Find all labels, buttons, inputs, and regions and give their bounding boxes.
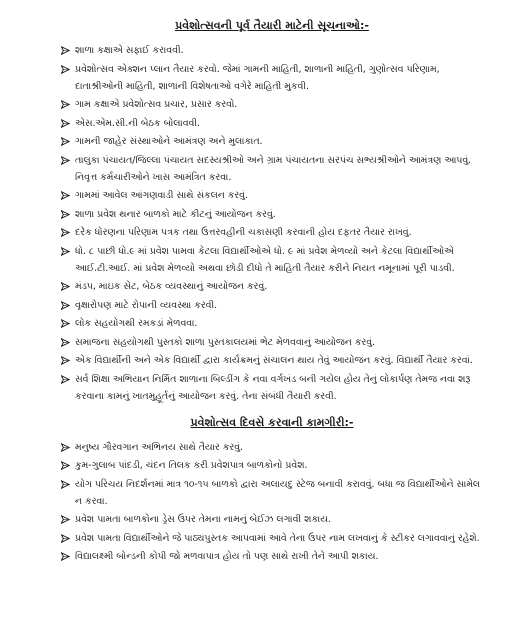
arrow-check-bullet-icon: [61, 552, 70, 561]
list-item-text: ગામ કક્ષાએ પ્રવેશોત્સવ પ્રચાર, પ્રસાર કરવો.: [75, 99, 238, 110]
arrow-check-bullet-icon: [61, 515, 70, 524]
list-item-text: એસ.એમ.સી.ની બેઠક બોલાવવી.: [75, 117, 201, 129]
arrow-check-bullet-icon: [61, 301, 70, 310]
list-item-text: પ્રવેશ પામતા બાળકોના ડ્રેસ ઉપર તેમના નામનું બેઈઝ લગાવી શકાય.: [75, 514, 331, 525]
list-item: [62, 476, 482, 510]
list-item-text: શાળા પ્રવેશ થનાર બાળકો માટે કીટનું આયોજન કરવું.: [75, 208, 276, 220]
list-item-text: ગામની જાહેર સંસ્થાઓને આમંત્રણ અને મુલાકાત.: [75, 136, 263, 147]
list-item: [62, 457, 482, 474]
arrow-check-bullet-icon: [61, 137, 70, 146]
arrow-check-bullet-icon: [61, 534, 70, 543]
arrow-check-bullet-icon: [61, 319, 70, 328]
list-item: [62, 61, 482, 95]
list-item: [62, 96, 482, 113]
section1-list: [62, 42, 482, 405]
list-item: [62, 548, 482, 565]
arrow-check-bullet-icon: [61, 46, 70, 55]
list-item: [62, 315, 482, 332]
list-item: [62, 152, 482, 186]
list-item: [62, 243, 482, 277]
list-item: [62, 224, 482, 241]
list-item: [62, 352, 482, 369]
list-item: [62, 439, 482, 456]
list-item-text: કુમ-ગુલાબ પાંદડી, ચંદન તિલક કરી પ્રવેશપાત્ર બાળકોનો પ્રવેશ.: [75, 460, 308, 471]
list-item-text: ધો. ૮ પાછી ધો.૯ માં પ્રવેશ પામવા કેટલા વિદ્યાર્થીઓએ ધો. ૯ માં પ્રવેશ મેળવ્યો અને કેટલા વિદ્યાર્થીઓએ આઈ.ટી.આઈ. માં પ્રવેશ મેળવ્યો અથવા છોડી દીધો તે માહિતી તૈયાર કરીને નિયત નમૂનામાં પૂરી પાડવી.: [75, 245, 455, 274]
list-item: [62, 530, 482, 547]
list-item-text: વૃક્ષારોપણ માટે રોપાની વ્યવસ્થા કરવી.: [75, 299, 218, 311]
list-item-text: સમાજના સહયોગથી પુસ્તકો શાળા પુસ્તકાલયમાં ભેટ મેળવવાનું આયોજન કરવું.: [75, 336, 376, 348]
arrow-check-bullet-icon: [61, 375, 70, 384]
arrow-check-bullet-icon: [61, 191, 70, 200]
list-item: [62, 278, 482, 295]
arrow-check-bullet-icon: [61, 461, 70, 470]
list-item-text: યોગ પરિચય નિદર્શનમાં માત્ર ૧૦-૧૫ બાળકો દ્વારા અલાયદુ સ્ટેજ બનાવી કરાવવું. બધા જ વિદ્યાર્થીઓને સામેલ ન કરવા.: [75, 478, 481, 507]
list-item-text: એક વિદ્યાર્થીની અને એક વિદ્યાર્થી દ્વારા કાર્યક્રમનું સંચાલન થાય તેવું આયોજન કરવું. વિદ્યાર્થી તૈયાર કરવાં.: [75, 355, 473, 366]
list-item: [62, 187, 482, 204]
list-item: [62, 42, 482, 59]
arrow-check-bullet-icon: [61, 282, 70, 291]
list-item-text: શાળા કક્ષાએ સફાઈ કરાવવી.: [75, 45, 184, 56]
list-item-text: પ્રવેશોત્સવ એક્શન પ્લાન તૈયાર કરવો. જેમાં ગામની માહિતી, શાળાની માહિતી, ગુણોત્સવ પરિણામ, દાતાશ્રીઓની માહિતી, શાળાની વિશેષતાઓ વગેરે માહિતી મુકવી.: [75, 63, 440, 92]
list-item: [62, 297, 482, 314]
list-item-text: પ્રવેશ પામતા વિદ્યાર્થીઓને જે પાઠ્યપુસ્તક આપવામાં આવે તેના ઉપર નામ લખવાનું કે સ્ટીકર લગાવવાનું રહેશે.: [75, 532, 480, 544]
arrow-check-bullet-icon: [61, 119, 70, 128]
arrow-check-bullet-icon: [61, 228, 70, 237]
list-item-text: દરેક ધોરણના પરિણામ પત્રક તથા ઉત્તરવહીની ચકાસણી કરવાની હોય દફતર તૈયાર રાખવું.: [75, 227, 412, 238]
list-item-text: વિદ્યાલક્ષ્મી બોન્ડની કોપી જો મળવાપાત્ર હોય તો પણ સાથે રાખી તેને આપી શકાય.: [75, 551, 379, 562]
arrow-check-bullet-icon: [61, 210, 70, 219]
list-item: [62, 334, 482, 351]
list-item: [62, 133, 482, 150]
list-item-text: સર્વ શિક્ષા અભિયાન નિર્મિત શાળાના બિલ્ડીંગ કે નવા વર્ગખંડ બની ગયેલ હોય તેનું લોકાર્પણ તેમજ નવા શરૂ કરવાના કામનું ખાતમુહૂર્તનું આયોજન કરવું. તેના સંબંધી તૈયારી કરવી.: [75, 373, 471, 402]
list-item: [62, 115, 482, 132]
list-item-text: તાલુકા પંચાયત/જિલ્લા પંચાયત સદસ્યશ્રીઓ અને ગ્રામ પંચાયતના સરપંચ સભ્યશ્રીઓને આમંત્રણ આપવું. નિવૃત્ત કર્મચારીઓને ખાસ આમંત્રિત કરવા.: [75, 154, 472, 183]
section2-heading: પ્રવેશોત્સવ દિવસે કરવાની કામગીરી:-: [190, 415, 354, 429]
list-item: [62, 371, 482, 405]
arrow-check-bullet-icon: [61, 156, 70, 165]
section2-list: [62, 439, 482, 566]
list-item-text: લોક સહયોગથી રમકડાં મેળવવા.: [75, 318, 198, 329]
list-item: [62, 206, 482, 223]
list-item-text: મંડપ, માઇક સેટ, બેઠક વ્યવસ્થાનું આયોજન કરવું.: [75, 281, 268, 292]
arrow-check-bullet-icon: [61, 100, 70, 109]
list-item-text: મનુષ્ય ગૌરવગાન અભિનય સાથે તૈયાર કરવું.: [75, 441, 244, 453]
arrow-check-bullet-icon: [61, 338, 70, 347]
section1-heading: પ્રવેશોત્સવની પૂર્વ તૈયારી માટેની સૂચનાઓ:-: [175, 19, 369, 32]
list-item: [62, 511, 482, 528]
arrow-check-bullet-icon: [61, 480, 70, 489]
arrow-check-bullet-icon: [61, 247, 70, 256]
arrow-check-bullet-icon: [61, 443, 70, 452]
arrow-check-bullet-icon: [61, 65, 70, 74]
list-item-text: ગામમાં આવેલ આંગણવાડી સાથે સંકલન કરવું.: [75, 190, 248, 201]
arrow-check-bullet-icon: [61, 356, 70, 365]
